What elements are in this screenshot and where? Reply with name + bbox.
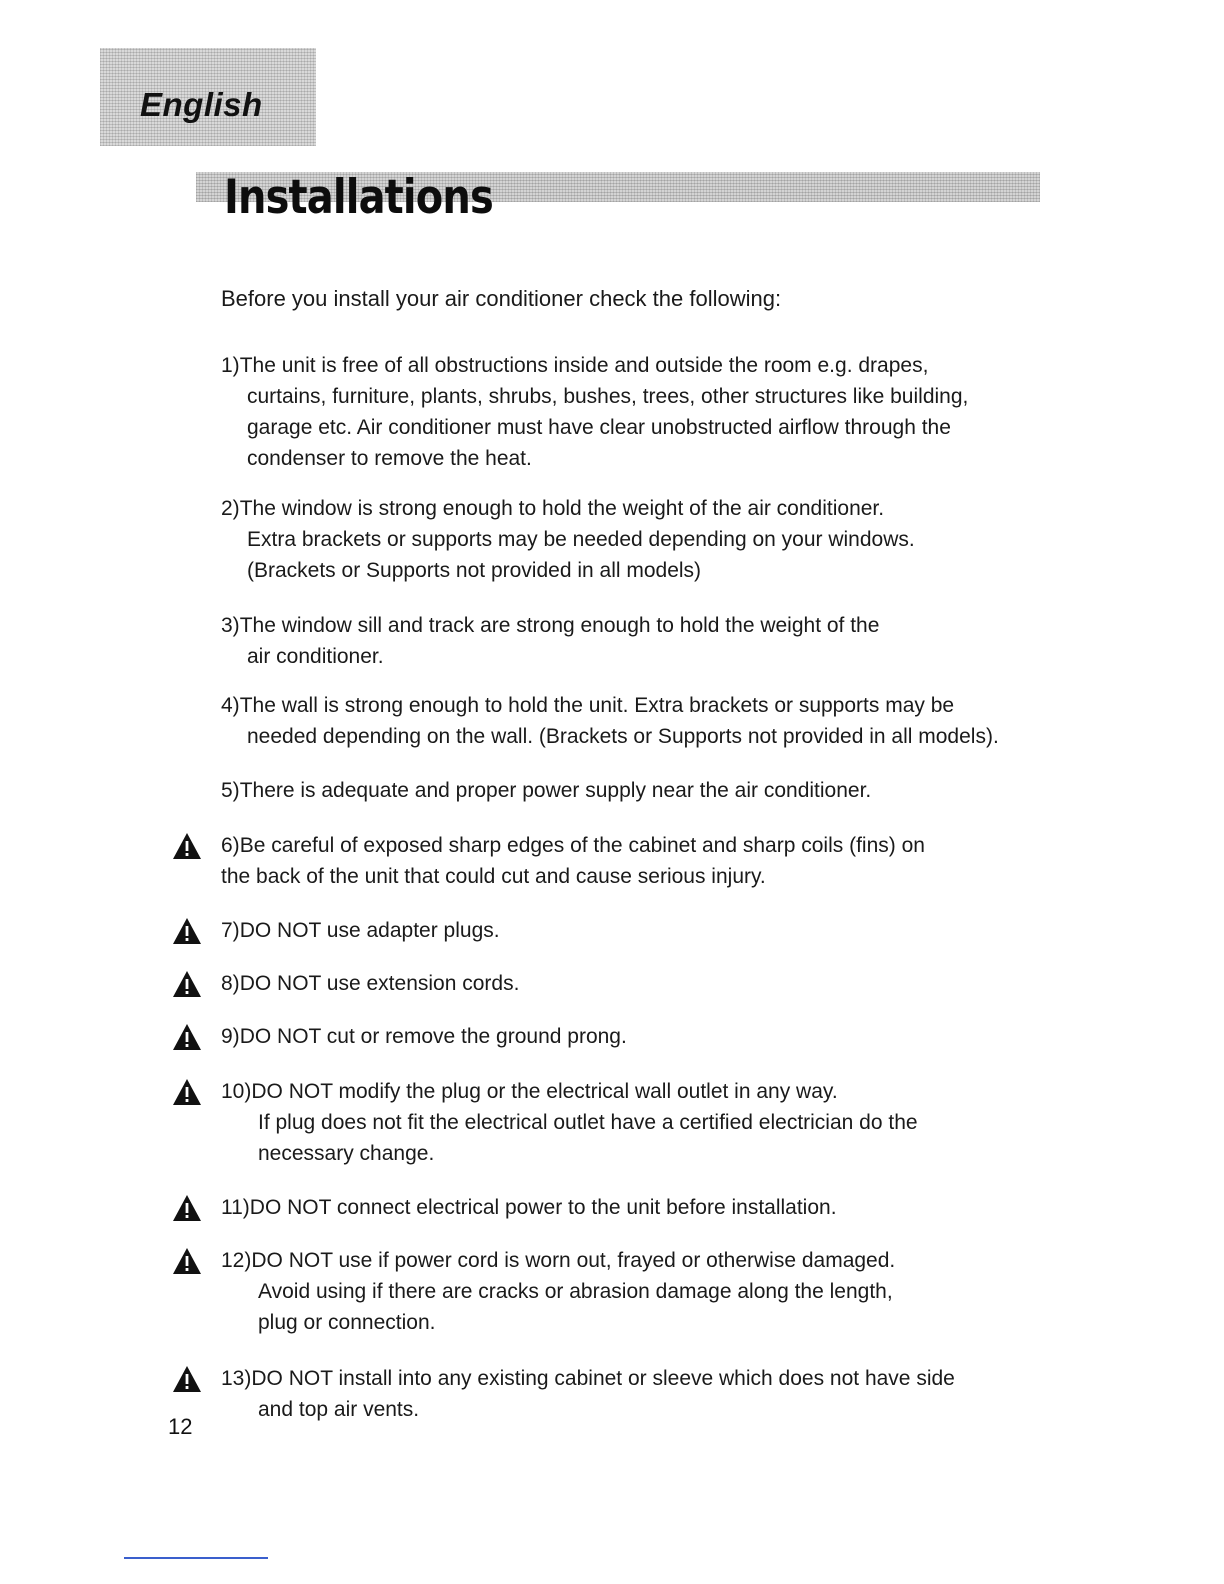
item-text-continued: the back of the unit that could cut and cause serious injury. xyxy=(221,865,766,888)
item-number: 3) xyxy=(221,614,240,637)
item-text-continued: If plug does not fit the electrical outlet have a certified electrician do the xyxy=(258,1111,918,1134)
item-number: 8) xyxy=(221,972,240,995)
item-number: 5) xyxy=(221,779,240,802)
item-text-continued: and top air vents. xyxy=(258,1398,420,1421)
page-number: 12 xyxy=(168,1414,193,1439)
item-text-content: The unit is free of all obstructions inside and outside the room e.g. drapes, xyxy=(239,354,929,377)
bottom-rule xyxy=(124,1557,268,1559)
page-title: Installations xyxy=(224,170,493,225)
item-text-content: There is adequate and proper power supply near the air conditioner. xyxy=(239,779,872,802)
language-tab xyxy=(100,48,316,146)
warning-icon xyxy=(172,1365,202,1393)
item-text xyxy=(221,1245,895,1276)
list-item xyxy=(221,1245,895,1338)
list-item xyxy=(221,1363,955,1425)
item-number: 1) xyxy=(221,354,240,377)
item-number: 10) xyxy=(221,1080,252,1103)
item-text xyxy=(221,1076,918,1107)
item-text-content: The window sill and track are strong enough to hold the weight of the xyxy=(239,614,880,637)
item-number: 9) xyxy=(221,1025,240,1048)
item-text-continued: condenser to remove the heat. xyxy=(247,447,532,470)
item-number: 4) xyxy=(221,694,240,717)
warning-icon xyxy=(172,1247,202,1275)
item-text-content: Be careful of exposed sharp edges of the cabinet and sharp coils (fins) on xyxy=(239,834,925,857)
item-number: 6) xyxy=(221,834,240,857)
item-text-continued: necessary change. xyxy=(258,1142,435,1165)
warning-icon xyxy=(172,917,202,945)
item-text-content: DO NOT install into any existing cabinet or sleeve which does not have side xyxy=(251,1367,955,1390)
item-text xyxy=(221,1192,837,1223)
item-text xyxy=(221,915,500,946)
warning-icon xyxy=(172,1023,202,1051)
item-text xyxy=(221,1363,955,1394)
item-text xyxy=(221,830,925,861)
list-item xyxy=(221,1021,627,1052)
item-text-continued: curtains, furniture, plants, shrubs, bushes, trees, other structures like building, xyxy=(247,385,969,408)
list-item xyxy=(221,610,879,672)
list-item xyxy=(221,493,915,586)
warning-icon xyxy=(172,970,202,998)
list-item xyxy=(221,1076,918,1169)
item-text xyxy=(221,610,879,641)
item-number: 12) xyxy=(221,1249,252,1272)
language-label: English xyxy=(140,86,263,123)
item-text xyxy=(221,968,519,999)
item-text-content: The window is strong enough to hold the weight of the air conditioner. xyxy=(239,497,885,520)
list-item xyxy=(221,775,871,806)
item-text xyxy=(221,1021,627,1052)
item-number: 11) xyxy=(221,1196,250,1219)
item-text-continued: needed depending on the wall. (Brackets or Supports not provided in all models). xyxy=(247,725,999,748)
warning-icon xyxy=(172,832,202,860)
item-text-content: DO NOT cut or remove the ground prong. xyxy=(239,1025,627,1048)
warning-icon xyxy=(172,1194,202,1222)
intro-text: Before you install your air conditioner check the following: xyxy=(221,286,782,311)
item-text xyxy=(221,350,968,381)
item-text-continued: Avoid using if there are cracks or abrasion damage along the length, xyxy=(258,1280,893,1303)
item-text-continued: Extra brackets or supports may be needed depending on your windows. xyxy=(247,528,915,551)
list-item xyxy=(221,690,999,752)
item-text-content: DO NOT use if power cord is worn out, frayed or otherwise damaged. xyxy=(251,1249,896,1272)
item-text-content: DO NOT connect electrical power to the unit before installation. xyxy=(249,1196,837,1219)
item-text-content: DO NOT use adapter plugs. xyxy=(239,919,500,942)
item-text xyxy=(221,493,915,524)
item-text-content: DO NOT use extension cords. xyxy=(239,972,520,995)
item-text-continued: (Brackets or Supports not provided in all models) xyxy=(247,559,702,582)
item-text xyxy=(221,690,999,721)
list-item xyxy=(221,1192,837,1223)
item-text-continued: air conditioner. xyxy=(247,645,384,668)
list-item xyxy=(221,968,519,999)
item-text-content: The wall is strong enough to hold the unit. Extra brackets or supports may be xyxy=(239,694,955,717)
warning-icon xyxy=(172,1078,202,1106)
list-item xyxy=(221,830,925,892)
item-text-content: DO NOT modify the plug or the electrical wall outlet in any way. xyxy=(251,1080,838,1103)
item-text-continued: plug or connection. xyxy=(258,1311,436,1334)
item-text xyxy=(221,775,871,806)
item-number: 7) xyxy=(221,919,240,942)
item-number: 2) xyxy=(221,497,240,520)
item-text-continued: garage etc. Air conditioner must have clear unobstructed airflow through the xyxy=(247,416,951,439)
list-item xyxy=(221,350,968,474)
item-number: 13) xyxy=(221,1367,252,1390)
list-item xyxy=(221,915,500,946)
